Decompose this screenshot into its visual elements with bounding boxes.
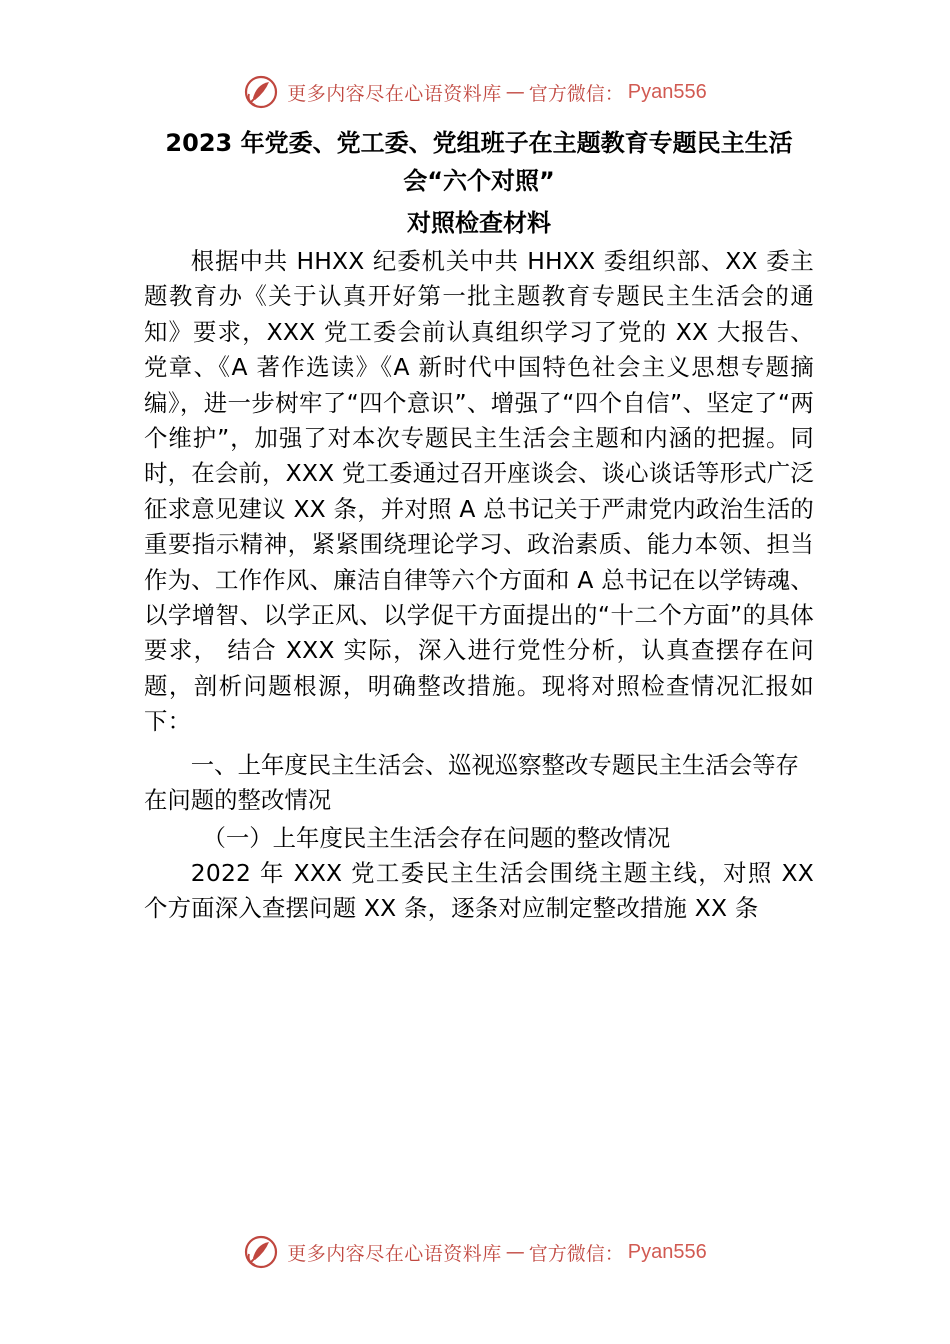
banner-wechat-label: 官方微信： — [528, 1242, 624, 1265]
section-1-1-heading: （一）上年度民主生活会存在问题的整改情况 — [202, 823, 671, 852]
pen-logo-icon — [243, 74, 279, 110]
banner-wechat-id: Pyan556 — [627, 1240, 707, 1263]
document-body — [144, 124, 814, 927]
footer-banner — [0, 1232, 950, 1272]
banner-separator: — — [505, 1241, 525, 1263]
banner-separator: — — [505, 81, 525, 103]
section-1-1-paragraph: 2022 年 XXX 党工委民主生活会围绕主题主线，对照 XX 个方面深入查摆问题 XX 条，逐条对应制定整改措施 XX 条 — [144, 858, 814, 923]
document-title: 2023 年党委、党工委、党组班子在主题教育专题民主生活会“六个对照” — [165, 129, 793, 195]
banner-text: 更多内容尽在心语资料库 — [287, 82, 502, 105]
intro-paragraph: 根据中共 HHXX 纪委机关中共 HHXX 委组织部、XX 委主题教育办《关于认真开好第一批主题教育专题民主生活会的通知》要求，XXX 党工委会前认真组织学习了党的 XX 大报告、党章、《A 著作选读》《A 新时代中国特色社会主义思想专题摘编》，进一步树牢了“四个意识”、增强了“四个自信”、坚定了“两个维护”，加强了对本次专题民主生活会主题和内涵的把握。同时，在会前，XXX 党工委通过召开座谈会、谈心谈话等形式广泛征求意见建议 XX 条，并对照 A 总书记关于严肃党内政治生活的重要指示精神，紧紧围绕理论学习、政治素质、能力本领、担当作为、工作作风、廉洁自律等六个方面和 A 总书记在以学铸魂、以学增智、以学正风、以学促干方面提出的“十二个方面”的具体要求， 结合 XXX 实际，深入进行党性分析，认真查摆存在问题，剖析问题根源，明确整改措施。现将对照检查情况汇报如下： — [144, 247, 814, 736]
banner-wechat-id: Pyan556 — [627, 80, 707, 103]
document-subtitle: 对照检查材料 — [407, 209, 551, 237]
banner-text: 更多内容尽在心语资料库 — [287, 1242, 502, 1265]
section-1-heading: 一、上年度民主生活会、巡视巡察整改专题民主生活会等存在问题的整改情况 — [144, 750, 799, 815]
pen-logo-icon — [243, 1234, 279, 1270]
header-banner — [0, 72, 950, 112]
banner-wechat-label: 官方微信： — [528, 82, 624, 105]
